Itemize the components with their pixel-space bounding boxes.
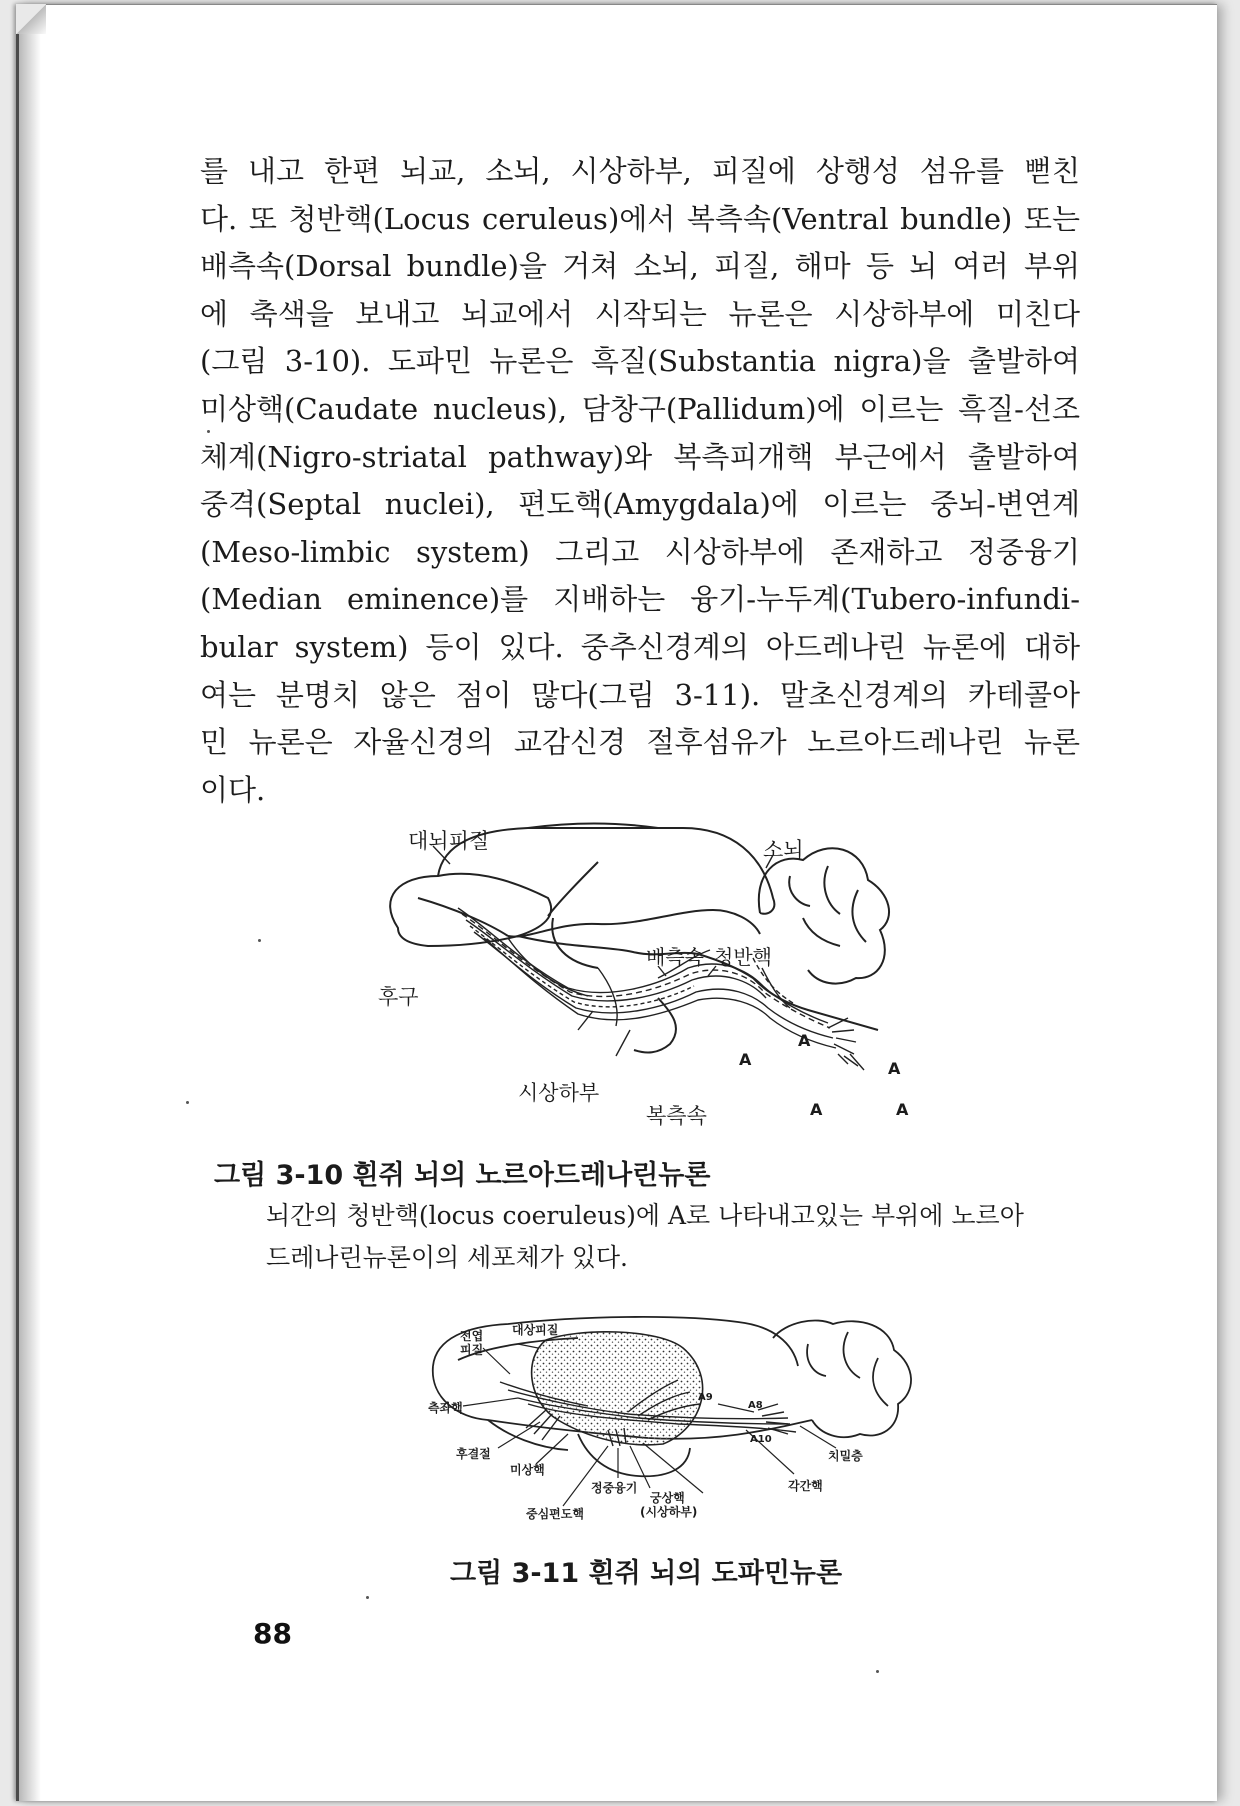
body-paragraph (200, 148, 1080, 814)
label-cerebellum: 소뇌 (763, 838, 804, 862)
label-hypothalamus: 시상하부 (518, 1081, 600, 1105)
figure-3-10-noradrenaline-diagram (358, 818, 928, 1138)
label-a8: A8 (748, 1400, 763, 1411)
text-line: 다. 또 청반핵(Locus ceruleus)에서 복측속(Ventral bundle) 또는 (200, 201, 1080, 236)
text-line: (Meso-limbic system) 그리고 시상하부에 존재하고 정중융기 (200, 534, 1080, 569)
label-median-eminence: 정중융기 (591, 1481, 638, 1495)
label-accumbens: 측좌핵 (428, 1401, 463, 1415)
marker-a: A (896, 1100, 909, 1119)
caption-line: 뇌간의 청반핵(locus coeruleus)에 A로 나타내고있는 부위에 노르아 (266, 1201, 1024, 1230)
label-dorsal-bundle: 배측속 (646, 945, 704, 969)
print-speck (258, 939, 261, 942)
stippled-striatum (532, 1332, 703, 1445)
label-prefrontal-cortex: 전엽 (460, 1329, 484, 1343)
label-cingulate-cortex: 대상피질 (512, 1323, 559, 1337)
text-line: 에 축색을 보내고 뇌교에서 시작되는 뉴론은 시상하부에 미친다 (200, 296, 1080, 331)
print-speck (876, 1670, 879, 1673)
label-dentate: 치밀층 (828, 1449, 863, 1463)
print-speck (186, 1101, 189, 1104)
label-central-amygdala: 중심편도핵 (526, 1507, 584, 1521)
marker-a: A (739, 1050, 752, 1069)
print-speck (366, 1596, 369, 1599)
text-line: (Median eminence)를 지배하는 융기-누두계(Tubero-infundi- (200, 582, 1080, 617)
label-caudate: 미상핵 (510, 1463, 545, 1477)
label-arcuate-nucleus: 궁상핵 (650, 1491, 685, 1505)
page-corner-curl (16, 4, 46, 34)
text-line: 중격(Septal nuclei), 편도핵(Amygdala)에 이르는 중뇌-변연계 (200, 487, 1080, 522)
label-ventral-nucleus: 각간핵 (788, 1479, 823, 1493)
label-olfactory-bulb: 후구 (378, 985, 419, 1009)
label-cerebral-cortex: 대뇌피질 (408, 829, 490, 853)
marker-a: A (888, 1059, 901, 1078)
text-line: 배측속(Dorsal bundle)을 거쳐 소뇌, 피질, 해마 등 뇌 여러 부위 (200, 249, 1080, 284)
label-a9: A9 (698, 1392, 713, 1403)
marker-a: A (810, 1100, 823, 1119)
text-line: 를 내고 한편 뇌교, 소뇌, 시상하부, 피질에 상행성 섬유를 뻗친 (200, 154, 1080, 188)
label-ventral-bundle: 복측속 (646, 1104, 707, 1128)
figure-3-10-caption-title: 그림 3-10 흰쥐 뇌의 노르아드레나린뉴론 (214, 1160, 711, 1191)
label-a10: A10 (750, 1434, 772, 1445)
figure-3-11-dopamine-diagram (428, 1308, 928, 1536)
text-line: 민 뉴론은 자율신경의 교감신경 절후섬유가 노르아드레나린 뉴론 (200, 725, 1080, 760)
text-line: 미상핵(Caudate nucleus), 담창구(Pallidum)에 이르는 흑질-선조 (200, 391, 1080, 426)
text-line: 이다. (200, 772, 266, 807)
page-number: 88 (253, 1617, 292, 1650)
label-prefrontal-cortex: 피질 (460, 1343, 484, 1357)
figure-3-11-caption: 그림 3-11 흰쥐 뇌의 도파민뉴론 (450, 1558, 843, 1589)
figure-3-10-caption-description (266, 1195, 1084, 1279)
text-line: (그림 3-10). 도파민 뉴론은 흑질(Substantia nigra)을 출발하여 (200, 344, 1080, 379)
text-line: 체계(Nigro-striatal pathway)와 복측피개핵 부근에서 출발하여 (200, 439, 1080, 474)
caption-line: 드레나린뉴론이의 세포체가 있다. (266, 1243, 628, 1272)
label-olfactory-tubercle: 후결절 (456, 1447, 491, 1461)
label-arcuate-sub: (시상하부) (640, 1505, 698, 1519)
label-locus-ceruleus: 청반핵 (714, 945, 772, 969)
text-line: 여는 분명치 않은 점이 많다(그림 3-11). 말초신경계의 카테콜아 (200, 677, 1080, 712)
marker-a: A (798, 1031, 811, 1050)
text-line: bular system) 등이 있다. 중추신경계의 아드레나린 뉴론에 대하 (200, 629, 1080, 664)
